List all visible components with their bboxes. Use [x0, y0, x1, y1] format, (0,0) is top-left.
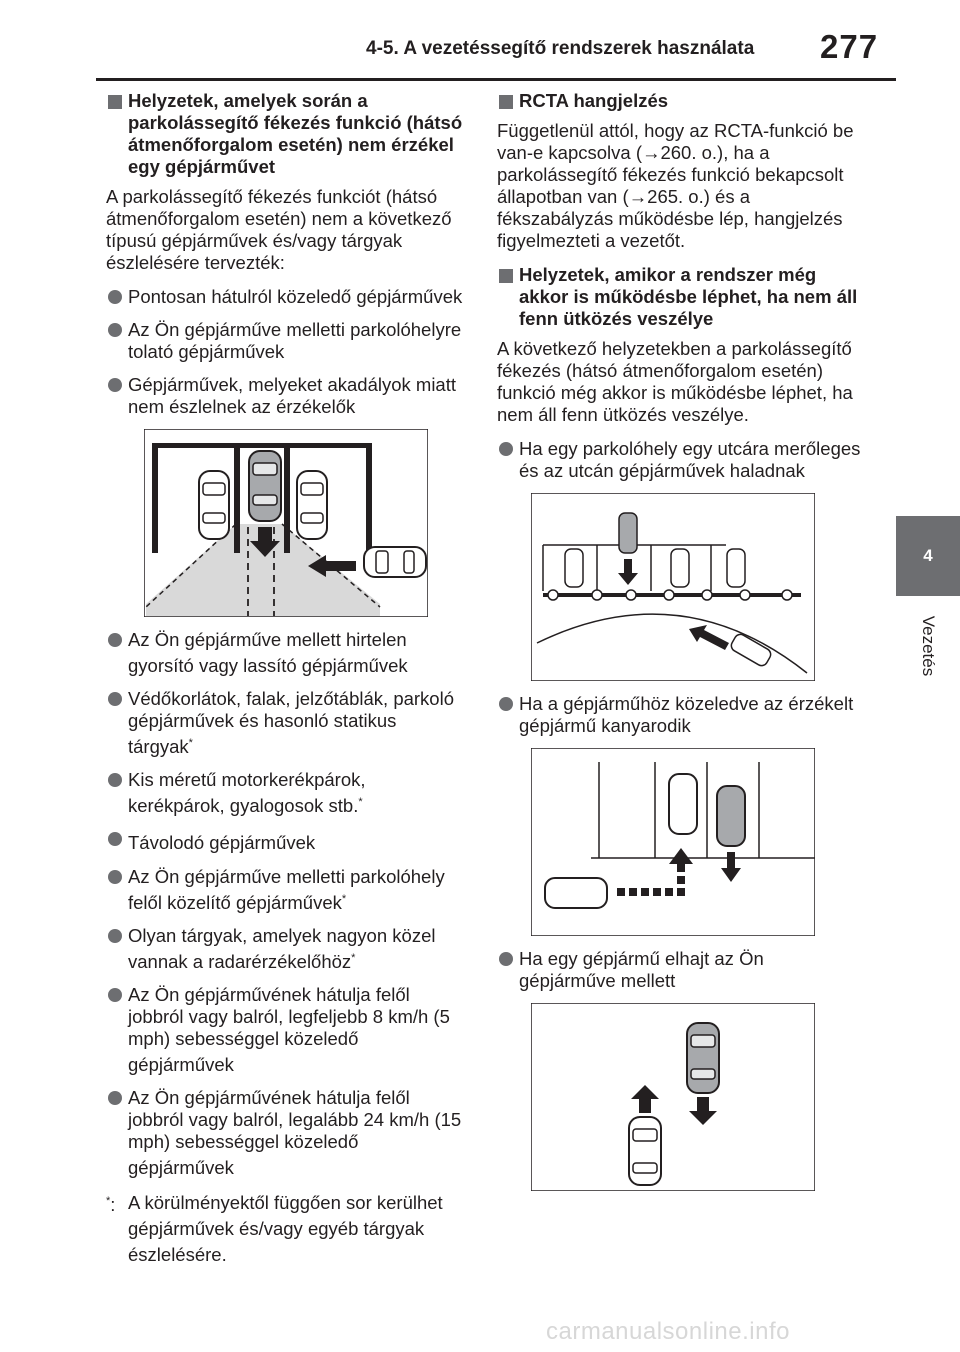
list-item	[497, 693, 863, 737]
list-item	[497, 948, 863, 992]
square-bullet-icon	[499, 269, 513, 283]
footnote-text: A körülményektől függően sor kerülhet gépjárművek és/vagy egyéb tárgyak észlelésére.	[128, 1192, 443, 1266]
heading-text: RCTA hangjelzés	[519, 90, 669, 111]
round-bullet-icon	[499, 952, 513, 966]
round-bullet-icon	[499, 442, 513, 456]
chapter-label	[896, 596, 960, 696]
list-item-text: Ha egy gépjármű elhajt az Ön gépjárműve mellett	[519, 948, 764, 991]
list-item	[497, 438, 863, 482]
section-heading	[106, 90, 466, 178]
list-item-text: Védőkorlátok, falak, jelzőtáblák, parkoló gépjárművek és hasonló statikus tárgyak	[128, 688, 454, 758]
list-item-text: Kis méretű motorkerékpárok, kerékpárok, gyalogosok stb.	[128, 769, 366, 817]
round-bullet-icon	[108, 692, 122, 706]
rcta-paragraph: Függetlenül attól, hogy az RCTA-funkció be van-e kapcsolva (→260. o.), ha a parkolássegítő fékezés funkció bekapcsolt állapotban van (→265. o.) és a fékszabályzás működésbe lép, hangjelzés figyelmezteti a vezetőt.	[497, 120, 854, 251]
round-bullet-icon	[108, 988, 122, 1002]
list-item	[106, 688, 466, 758]
footnote-star: *	[106, 1195, 111, 1208]
footnote-marker	[106, 1188, 115, 1218]
chapter-tab[interactable]	[896, 516, 960, 596]
section-heading	[497, 264, 863, 330]
footnote-ref: *	[351, 951, 356, 964]
right-column	[497, 90, 863, 1203]
round-bullet-icon	[108, 323, 122, 337]
round-bullet-icon	[108, 870, 122, 884]
heading-text: Helyzetek, amikor a rendszer még akkor is működésbe léphet, ha nem áll fenn ütközés veszélye	[519, 264, 858, 329]
list-item-text: Az Ön gépjárművének hátulja felől jobbról vagy balról, legalább 24 km/h (15 mph) sebességgel közeledő gépjárművek	[128, 1087, 462, 1179]
list-item-text: Az Ön gépjárműve melletti parkolóhelyre tolató gépjárművek	[128, 319, 462, 362]
round-bullet-icon	[499, 697, 513, 711]
chapter-number: 4	[923, 546, 933, 565]
footnote-ref: *	[188, 737, 193, 750]
list-item-text: Ha a gépjárműhöz közeledve az érzékelt gépjármű kanyarodik	[519, 693, 854, 736]
round-bullet-icon	[108, 290, 122, 304]
heading-text: Helyzetek, amelyek során a parkolássegítő fékezés funkció (hátsó átmenőforgalom esetén) nem érzékel egy gépjárművet	[128, 90, 463, 177]
round-bullet-icon	[108, 832, 122, 846]
intro-paragraph: A parkolássegítő fékezés funkciót (hátsó átmenőforgalom esetén) nem a következő típusú gépjárművek és/vagy tárgyak észlelésére tervezték:	[106, 186, 452, 273]
watermark[interactable]: carmanualsonline.info	[546, 1318, 790, 1345]
list-item	[106, 319, 466, 363]
footnote-ref: *	[341, 892, 347, 905]
section-heading	[497, 90, 863, 112]
figure-perpendicular-street	[531, 493, 863, 681]
page-number: 277	[820, 28, 879, 65]
list-item-text: Az Ön gépjárművének hátulja felől jobbról vagy balról, legfeljebb 8 km/h (5 mph) sebességgel közeledő gépjárművek	[128, 983, 450, 1076]
square-bullet-icon	[499, 95, 513, 109]
footnote-colon: :	[110, 1194, 116, 1216]
square-bullet-icon	[108, 95, 122, 109]
list-item	[106, 374, 466, 418]
round-bullet-icon	[108, 1091, 122, 1105]
figure-rear-approach	[144, 429, 466, 617]
list-item	[106, 1087, 466, 1179]
list-item-text: Olyan tárgyak, amelyek nagyon közel vannak a radarérzékelőhöz	[128, 924, 436, 972]
footnote	[106, 1190, 466, 1268]
chapter-title: Vezetés	[919, 615, 938, 677]
list-item-text: Pontosan hátulról közeledő gépjárművek	[128, 286, 463, 307]
left-column	[106, 90, 466, 1268]
header-rule	[96, 78, 896, 81]
list-item-text: Az Ön gépjárműve mellett hirtelen gyorsító vagy lassító gépjárművek	[128, 629, 408, 677]
list-item-text: Távolodó gépjárművek	[128, 832, 316, 854]
list-item	[106, 984, 466, 1076]
round-bullet-icon	[108, 773, 122, 787]
list-item	[106, 925, 466, 973]
round-bullet-icon	[108, 929, 122, 943]
round-bullet-icon	[108, 378, 122, 392]
list-item	[106, 286, 466, 308]
list-item-text: Ha egy parkolóhely egy utcára merőleges és az utcán gépjárművek haladnak	[519, 438, 861, 481]
list-item-text: Az Ön gépjárműve melletti parkolóhely felől közelítő gépjárművek	[128, 865, 445, 913]
figure-passing-vehicle	[531, 1003, 863, 1191]
list-item	[106, 866, 466, 914]
header-title: 4-5. A vezetéssegítő rendszerek használata	[366, 38, 755, 59]
figure-turning-vehicle	[531, 748, 863, 936]
list-item	[106, 828, 466, 854]
footnote-ref: *	[358, 796, 363, 809]
list-item-text: Gépjárművek, melyeket akadályok miatt nem észlelnek az érzékelők	[128, 374, 456, 417]
list-item	[106, 629, 466, 677]
situations-paragraph: A következő helyzetekben a parkolássegítő fékezés (hátsó átmenőforgalom esetén) funkció még akkor is működésbe léphet, ha nem áll fenn ütközés veszélye.	[497, 338, 853, 425]
list-item	[106, 769, 466, 817]
round-bullet-icon	[108, 633, 122, 647]
